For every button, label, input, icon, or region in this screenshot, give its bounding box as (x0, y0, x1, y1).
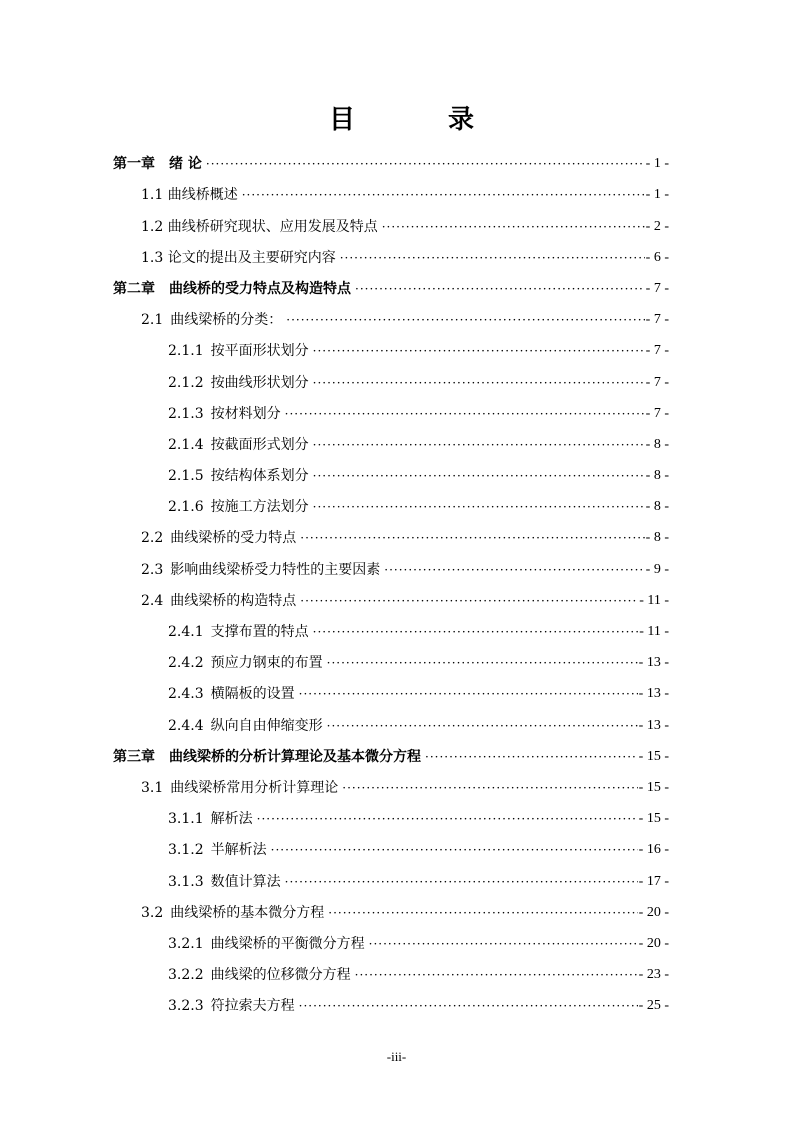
toc-dot-leader (369, 934, 638, 954)
toc-entry-text (168, 840, 271, 860)
toc-entry-label: 预应力钢束的布置 (210, 655, 323, 672)
toc-entry-label: 曲线桥研究现状、应用发展及特点 (167, 218, 378, 235)
toc-dot-leader (300, 528, 644, 548)
toc-dot-leader (206, 154, 645, 174)
toc-entry[interactable] (113, 205, 669, 236)
toc-entry-number: 2.4 (141, 592, 164, 609)
toc-entry-text (141, 185, 242, 205)
toc-page-number: - 11 - (639, 624, 669, 639)
toc-entry-number: 第三章 (113, 748, 155, 765)
toc-entry-label: 按施工方法划分 (210, 499, 309, 516)
toc-entry-label: 曲线桥概述 (167, 187, 238, 204)
toc-dot-leader (327, 653, 638, 673)
toc-dot-leader (313, 435, 645, 455)
toc-dot-leader (299, 996, 638, 1016)
toc-entry-label: 横隔板的设置 (210, 686, 295, 703)
toc-page-number: - 8 - (645, 499, 669, 515)
toc-dot-leader (340, 248, 645, 268)
toc-entry[interactable] (113, 299, 669, 330)
toc-entry-label: 曲线梁桥的构造特点 (170, 592, 297, 609)
toc-dot-leader (384, 560, 644, 580)
toc-page-number: - 20 - (638, 935, 669, 951)
toc-page-number: - 25 - (638, 998, 669, 1014)
toc-entry-number: 2.1.1 (168, 343, 204, 360)
toc-entry-text (168, 435, 313, 455)
toc-entry-text (141, 310, 286, 330)
toc-dot-leader (313, 622, 639, 642)
toc-page-number: - 15 - (638, 811, 669, 827)
toc-entry-number: 2.3 (141, 561, 164, 578)
toc-entry-number: 3.2 (141, 904, 164, 921)
toc-entry[interactable] (113, 829, 669, 860)
toc-entry-gap (204, 624, 211, 640)
toc-entry[interactable] (113, 954, 669, 985)
toc-entry-label: 解析法 (210, 811, 253, 828)
toc-entry[interactable] (113, 424, 669, 455)
toc-dot-leader (257, 809, 638, 829)
toc-entry-gap (204, 967, 211, 983)
toc-entry-number: 2.1 (141, 312, 164, 329)
toc-entry-number: 2.4.2 (168, 655, 204, 672)
toc-dot-leader (313, 341, 645, 361)
toc-entry-gap (204, 998, 211, 1014)
toc-page-number: - 8 - (645, 436, 669, 452)
toc-entry-number: 2.1.4 (168, 436, 204, 453)
toc-entry-gap (204, 655, 211, 671)
toc-page-number: - 7 - (645, 312, 669, 328)
toc-entry-text (168, 653, 327, 673)
toc-entry-label: 曲线梁的位移微分方程 (210, 967, 351, 984)
toc-dot-leader (285, 872, 638, 892)
toc-page-number: - 7 - (645, 280, 669, 296)
toc-entry[interactable] (113, 985, 669, 1016)
toc-page-number: - 1 - (645, 156, 669, 172)
toc-page-number: - 13 - (638, 655, 669, 671)
toc-entry-number: 2.4.3 (168, 686, 204, 703)
toc-entry-gap (204, 718, 211, 734)
toc-page-number: - 8 - (645, 530, 669, 546)
toc-entry-label: 曲线梁桥的分类： (170, 312, 283, 329)
toc-page-number: - 9 - (645, 561, 669, 577)
toc-entry-text (168, 809, 257, 829)
toc-page-number: - 7 - (645, 405, 669, 421)
toc-entry-gap (204, 375, 211, 391)
table-of-contents (113, 143, 669, 1016)
toc-dot-leader (355, 965, 638, 985)
toc-entry-gap (204, 499, 211, 515)
toc-entry-text (141, 778, 342, 798)
toc-dot-leader (271, 840, 638, 860)
toc-entry-label: 纵向自由伸缩变形 (210, 717, 323, 734)
toc-entry-gap (204, 874, 211, 890)
toc-entry-text (141, 248, 340, 268)
toc-entry[interactable] (113, 580, 669, 611)
toc-dot-leader (285, 404, 645, 424)
toc-entry-text (113, 279, 355, 299)
toc-entry-gap (204, 468, 211, 484)
toc-entry-number: 3.2.1 (168, 935, 204, 952)
toc-entry-gap (155, 281, 169, 297)
toc-dot-leader (299, 684, 638, 704)
toc-dot-leader (313, 497, 645, 517)
toc-page-number: - 6 - (645, 249, 669, 265)
toc-entry[interactable] (113, 361, 669, 392)
toc-entry-label: 符拉索夫方程 (210, 998, 295, 1015)
toc-dot-leader (300, 591, 638, 611)
toc-entry-number: 3.1.3 (168, 873, 204, 890)
toc-dot-leader (313, 373, 645, 393)
toc-entry-gap (204, 343, 211, 359)
toc-entry-label: 按曲线形状划分 (210, 374, 309, 391)
toc-entry-label: 绪 论 (169, 156, 202, 173)
toc-chapter-entry[interactable] (113, 736, 669, 767)
toc-entry-text (168, 373, 313, 393)
toc-entry-label: 数值计算法 (210, 873, 281, 890)
toc-page-number: - 8 - (645, 468, 669, 484)
toc-entry-number: 第一章 (113, 156, 155, 173)
toc-page-number: - 20 - (638, 904, 669, 920)
toc-entry[interactable] (113, 455, 669, 486)
toc-entry-label: 曲线梁桥的受力特点 (170, 530, 297, 547)
toc-entry-label: 半解析法 (210, 842, 267, 859)
toc-page-number: - 7 - (645, 343, 669, 359)
toc-entry[interactable] (113, 517, 669, 548)
toc-entry-label: 按结构体系划分 (210, 468, 309, 485)
toc-entry[interactable] (113, 860, 669, 891)
toc-chapter-entry[interactable] (113, 143, 669, 174)
toc-entry-number: 3.2.3 (168, 998, 204, 1015)
toc-entry[interactable] (113, 174, 669, 205)
toc-entry-number: 3.1 (141, 779, 164, 796)
toc-entry-number: 2.1.6 (168, 499, 204, 516)
toc-entry[interactable] (113, 393, 669, 424)
toc-entry-label: 曲线梁桥的平衡微分方程 (210, 935, 365, 952)
toc-entry-number: 2.4.1 (168, 624, 204, 640)
toc-page-number: - 13 - (638, 686, 669, 702)
toc-entry-label: 按截面形式划分 (210, 436, 309, 453)
toc-entry-gap (204, 842, 211, 858)
toc-entry-number: 3.2.2 (168, 967, 204, 984)
toc-page-number: - 2 - (645, 218, 669, 234)
toc-entry[interactable] (113, 704, 669, 735)
toc-page-number: - 15 - (638, 779, 669, 795)
toc-entry[interactable] (113, 767, 669, 798)
toc-entry-gap (155, 749, 169, 765)
toc-entry-number: 1.2 (141, 218, 164, 235)
toc-entry-text (141, 528, 300, 548)
toc-entry-number: 3.1.2 (168, 842, 204, 859)
toc-entry-text (141, 217, 382, 237)
toc-entry-gap (204, 437, 211, 453)
toc-entry-text (141, 903, 328, 923)
toc-entry-label: 论文的提出及主要研究内容 (167, 249, 336, 266)
toc-dot-leader (327, 716, 638, 736)
toc-page-number: - 7 - (645, 374, 669, 390)
page-number-footer: -iii- (386, 1049, 407, 1064)
toc-entry-gap (204, 686, 211, 702)
toc-entry-gap (204, 811, 211, 827)
toc-dot-leader (313, 466, 645, 486)
toc-entry-text (168, 684, 299, 704)
toc-page-number: - 15 - (638, 748, 669, 764)
toc-page-number: - 13 - (638, 717, 669, 733)
toc-entry-gap (204, 406, 211, 422)
toc-entry[interactable] (113, 642, 669, 673)
toc-entry-gap (204, 936, 211, 952)
toc-dot-leader (286, 310, 644, 330)
toc-entry-label: 支撑布置的特点 (210, 624, 309, 640)
toc-entry-text (113, 747, 425, 767)
toc-entry-label: 影响曲线梁桥受力特性的主要因素 (170, 561, 381, 578)
toc-page-number: - 1 - (645, 187, 669, 203)
toc-dot-leader (425, 747, 638, 767)
toc-entry-number: 2.4.4 (168, 717, 204, 734)
toc-entry-number: 3.1.1 (168, 811, 204, 828)
toc-entry-text (168, 466, 313, 486)
toc-page-number: - 16 - (638, 842, 669, 858)
toc-entry-label: 按平面形状划分 (210, 343, 309, 360)
toc-entry[interactable] (113, 330, 669, 361)
toc-entry-label: 曲线桥的受力特点及构造特点 (169, 280, 351, 297)
toc-dot-leader (242, 185, 645, 205)
toc-entry-label: 曲线梁桥常用分析计算理论 (170, 779, 339, 796)
toc-entry-number: 2.1.3 (168, 405, 204, 422)
toc-entry-gap (155, 156, 169, 172)
toc-entry[interactable] (113, 611, 669, 642)
toc-dot-leader (328, 903, 637, 923)
toc-entry-text (168, 872, 285, 892)
toc-entry[interactable] (113, 798, 669, 829)
toc-entry[interactable] (113, 237, 669, 268)
toc-entry-text (141, 560, 384, 580)
toc-page-number: - 11 - (639, 592, 669, 608)
toc-entry-text (141, 591, 300, 611)
toc-entry-text (168, 497, 313, 517)
toc-entry-text (168, 965, 355, 985)
toc-entry[interactable] (113, 548, 669, 579)
toc-dot-leader (355, 279, 645, 299)
toc-entry-text (168, 996, 299, 1016)
toc-entry-number: 2.1.2 (168, 374, 204, 391)
toc-entry-number: 1.3 (141, 249, 164, 266)
toc-entry-number: 2.2 (141, 530, 164, 547)
toc-dot-leader (342, 778, 637, 798)
toc-page-number: - 17 - (638, 873, 669, 889)
toc-entry-number: 第二章 (113, 280, 155, 297)
toc-entry-text (168, 404, 285, 424)
toc-entry-text (168, 716, 327, 736)
toc-entry[interactable] (113, 673, 669, 704)
toc-entry-text (168, 622, 313, 642)
toc-entry-label: 曲线梁桥的分析计算理论及基本微分方程 (169, 748, 421, 765)
toc-entry-label: 曲线梁桥的基本微分方程 (170, 904, 325, 921)
toc-entry[interactable] (113, 486, 669, 517)
toc-entry-text (168, 341, 313, 361)
toc-title: 目 录 (328, 105, 517, 135)
toc-entry-number: 1.1 (141, 187, 164, 204)
toc-entry-label: 按材料划分 (210, 405, 281, 422)
toc-entry-text (168, 934, 369, 954)
toc-entry-text (113, 154, 206, 174)
toc-entry-number: 2.1.5 (168, 468, 204, 485)
toc-dot-leader (382, 217, 645, 237)
toc-entry[interactable] (113, 892, 669, 923)
toc-entry[interactable] (113, 923, 669, 954)
toc-chapter-entry[interactable] (113, 268, 669, 299)
toc-page-number: - 23 - (638, 967, 669, 983)
